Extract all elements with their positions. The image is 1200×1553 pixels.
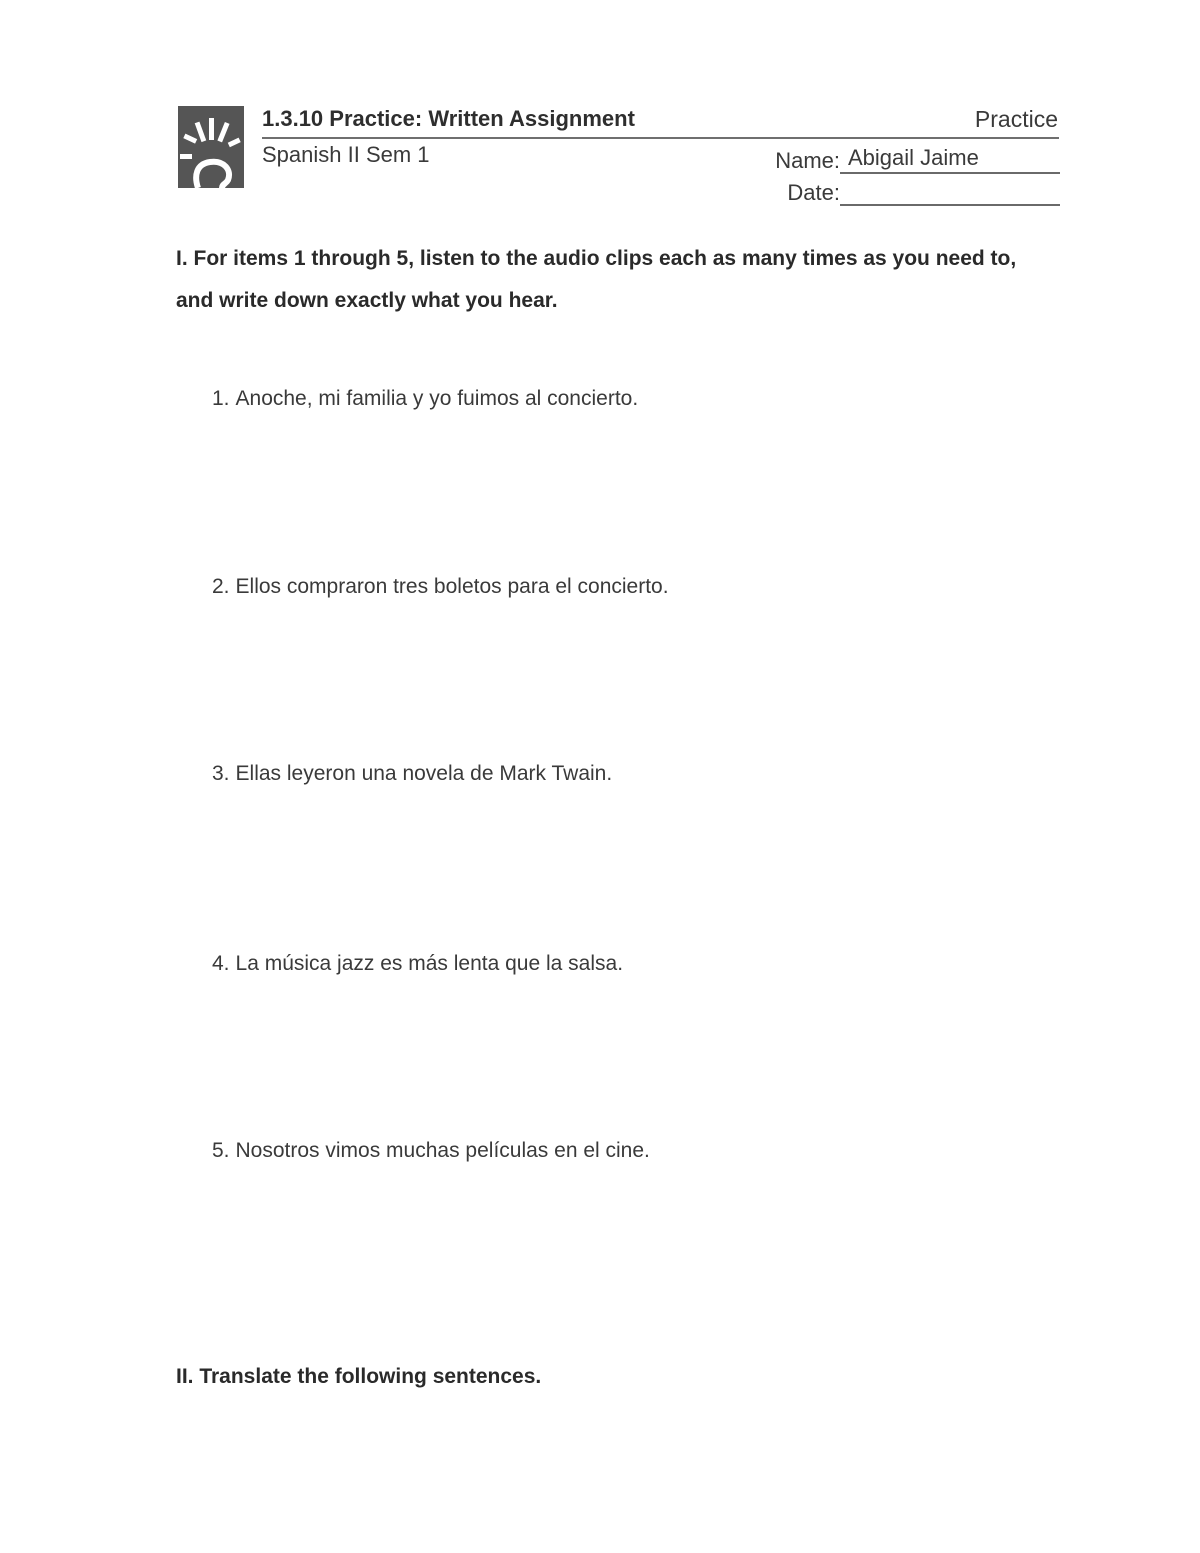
- item-number: 1.: [212, 387, 230, 410]
- list-item: [212, 387, 638, 411]
- name-field[interactable]: Abigail Jaime: [840, 144, 1060, 174]
- item-text: Anoche, mi familia y yo fuimos al concierto.: [235, 387, 639, 410]
- item-text: Ellos compraron tres boletos para el concierto.: [235, 575, 669, 598]
- item-text: Ellas leyeron una novela de Mark Twain.: [235, 762, 613, 785]
- list-item: [212, 952, 623, 976]
- section-1-heading: I. For items 1 through 5, listen to the audio clips each as many times as you need to, and write down exactly what you hear.: [176, 247, 1017, 312]
- sun-head-logo-icon: [178, 106, 244, 188]
- item-number: 4.: [212, 952, 230, 975]
- list-item: [212, 575, 669, 599]
- item-text: Nosotros vimos muchas películas en el cine.: [235, 1139, 650, 1162]
- document-type-label: Practice: [974, 106, 1058, 132]
- header-divider: [262, 137, 1059, 139]
- course-name: Spanish II Sem 1: [262, 142, 430, 167]
- item-number: 2.: [212, 575, 230, 598]
- date-field-row: [787, 178, 1060, 206]
- name-label: Name:: [775, 148, 840, 173]
- date-field[interactable]: [840, 178, 1060, 206]
- date-label: Date:: [787, 180, 840, 205]
- item-text: La música jazz es más lenta que la salsa.: [235, 952, 624, 975]
- list-item: [212, 762, 612, 786]
- name-field-row: [775, 144, 1060, 174]
- assignment-title: 1.3.10 Practice: Written Assignment: [262, 106, 635, 131]
- item-number: 5.: [212, 1139, 230, 1162]
- section-2-heading: II. Translate the following sentences.: [176, 1365, 542, 1388]
- item-number: 3.: [212, 762, 230, 785]
- list-item: [212, 1139, 650, 1163]
